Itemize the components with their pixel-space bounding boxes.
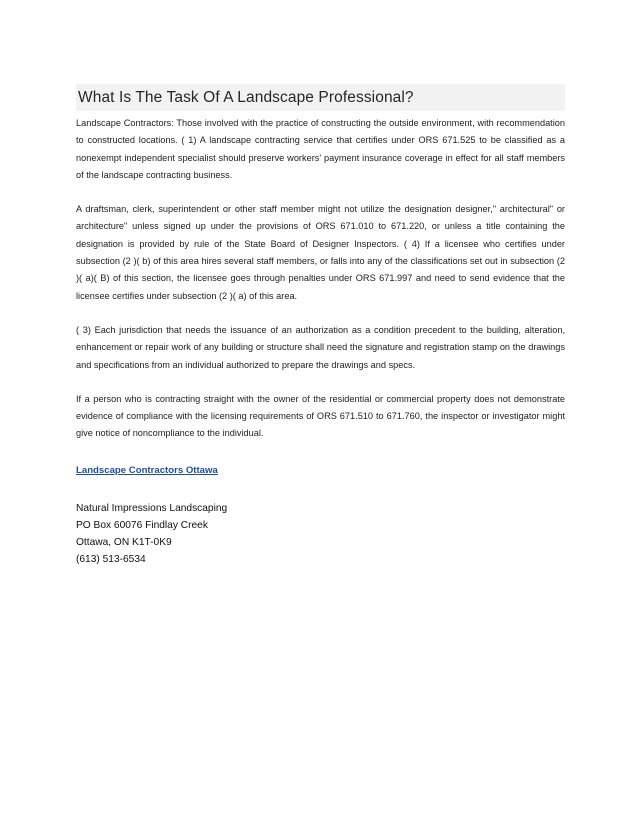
- phone-number: (613) 513-6534: [76, 553, 146, 565]
- paragraph-designation: A draftsman, clerk, superintendent or other staff member might not utilize the designation designer," architectural" or architecture" unless signed up under the provisions of ORS 671.010 to 671.220, or unless a title containing the designation is provided by rule of the State Board of Designer Inspectors. ( 4) If a licensee who certifies under subsection (2 )( b) of this area hires several staff members, or falls into any of the classifications set out in subsection (2 )( a)( B) of this section, the licensee goes through penalties under ORS 671.997 and need to send evidence that the licensee certifies under subsection (2 )( a) of this area.: [76, 204, 565, 301]
- paragraph-jurisdiction: ( 3) Each jurisdiction that needs the issuance of an authorization as a condition precedent to the building, alteration, enhancement or repair work of any building or structure shall need the signature and registration stamp on the drawings and specifications from an individual authorized to prepare the drawings and specs.: [76, 324, 565, 370]
- title-bar: [76, 84, 565, 111]
- page-title: What Is The Task Of A Landscape Professional?: [78, 88, 414, 106]
- address-block: [76, 500, 565, 568]
- paragraph-landscape-contractors: Landscape Contractors: Those involved with the practice of constructing the outside environment, with recommendation to constructed locations. ( 1) A landscape contracting service that certifies under ORS 671.525 to be classified as a nonexempt independent specialist should preserve workers' payment insurance coverage in effect for all staff members of the landscape contracting business.: [76, 118, 565, 180]
- landscape-contractors-ottawa-link[interactable]: Landscape Contractors Ottawa: [76, 464, 218, 476]
- paragraph-compliance: If a person who is contracting straight with the owner of the residential or commercial property does not demonstrate evidence of compliance with the licensing requirements of ORS 671.510 to 671.760, the inspector or investigator might give notice of noncompliance to the individual.: [76, 393, 565, 439]
- po-box: PO Box 60076 Findlay Creek: [76, 519, 208, 531]
- city-postal: Ottawa, ON K1T-0K9: [76, 536, 172, 548]
- document-page: [76, 84, 565, 568]
- company-name: Natural Impressions Landscaping: [76, 502, 228, 514]
